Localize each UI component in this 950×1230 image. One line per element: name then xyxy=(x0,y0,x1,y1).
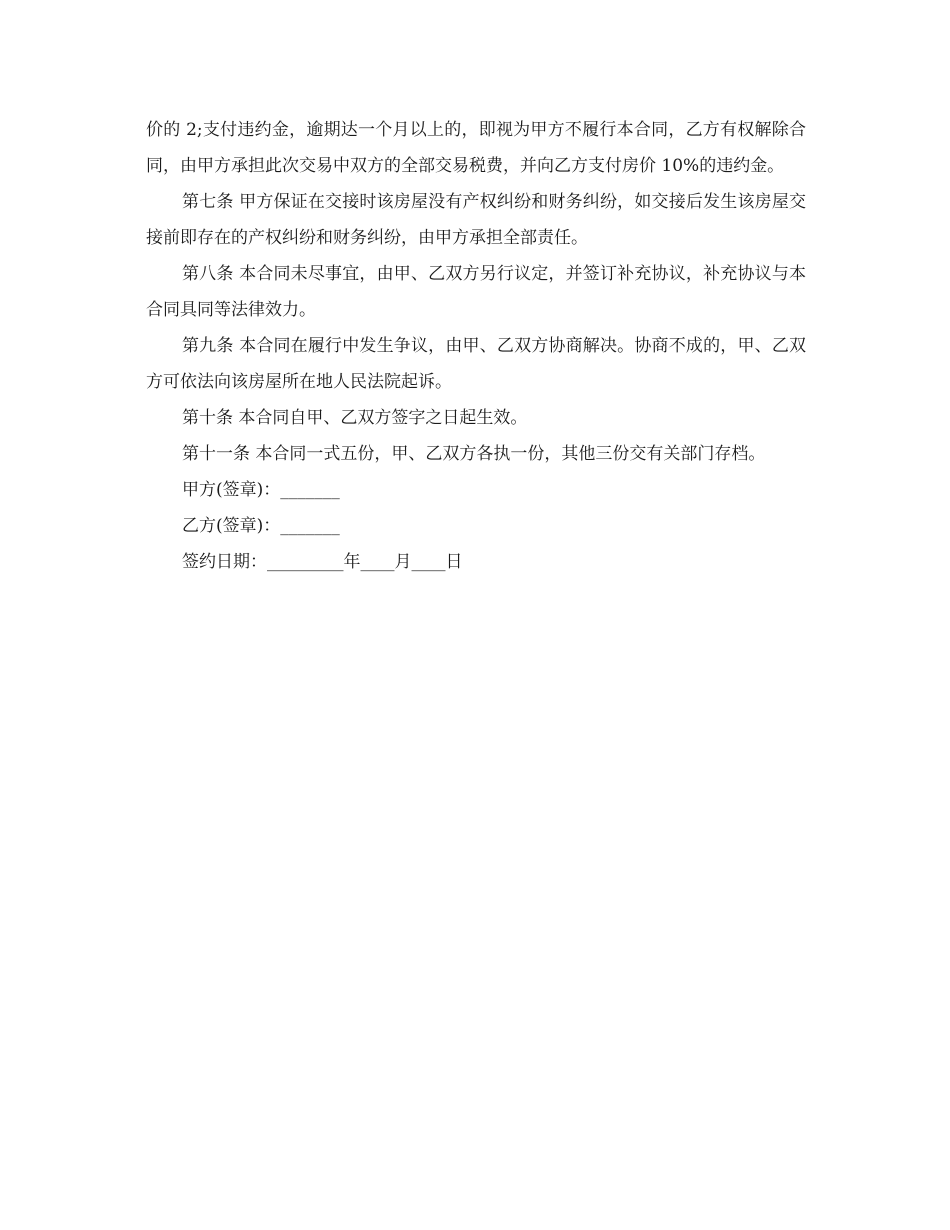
paragraph-article-7: 第七条 甲方保证在交接时该房屋没有产权纠纷和财务纠纷，如交接后发生该房屋交接前即存在的产权纠纷和财务纠纷，由甲方承担全部责任。 xyxy=(146,192,806,248)
paragraph-article-9: 第九条 本合同在履行中发生争议，由甲、乙双方协商解决。协商不成的，甲、乙双方可依法向该房屋所在地人民法院起诉。 xyxy=(146,336,806,392)
contract-body xyxy=(146,112,806,580)
party-a-signature-line: 甲方(签章)：_______ xyxy=(182,480,340,500)
paragraph-article-10: 第十条 本合同自甲、乙双方签字之日起生效。 xyxy=(182,408,528,428)
paragraph-article-11: 第十一条 本合同一式五份，甲、乙双方各执一份，其他三份交有关部门存档。 xyxy=(182,444,766,464)
signing-date-line: 签约日期：_________年____月____日 xyxy=(182,552,463,572)
paragraph-article-8: 第八条 本合同未尽事宜，由甲、乙双方另行议定，并签订补充协议，补充协议与本合同具同等法律效力。 xyxy=(146,264,806,320)
paragraph-continuation: 价的 2;支付违约金，逾期达一个月以上的，即视为甲方不履行本合同，乙方有权解除合同，由甲方承担此次交易中双方的全部交易税费，并向乙方支付房价 10%的违约金。 xyxy=(146,120,806,176)
party-b-signature-line: 乙方(签章)：_______ xyxy=(182,516,340,536)
